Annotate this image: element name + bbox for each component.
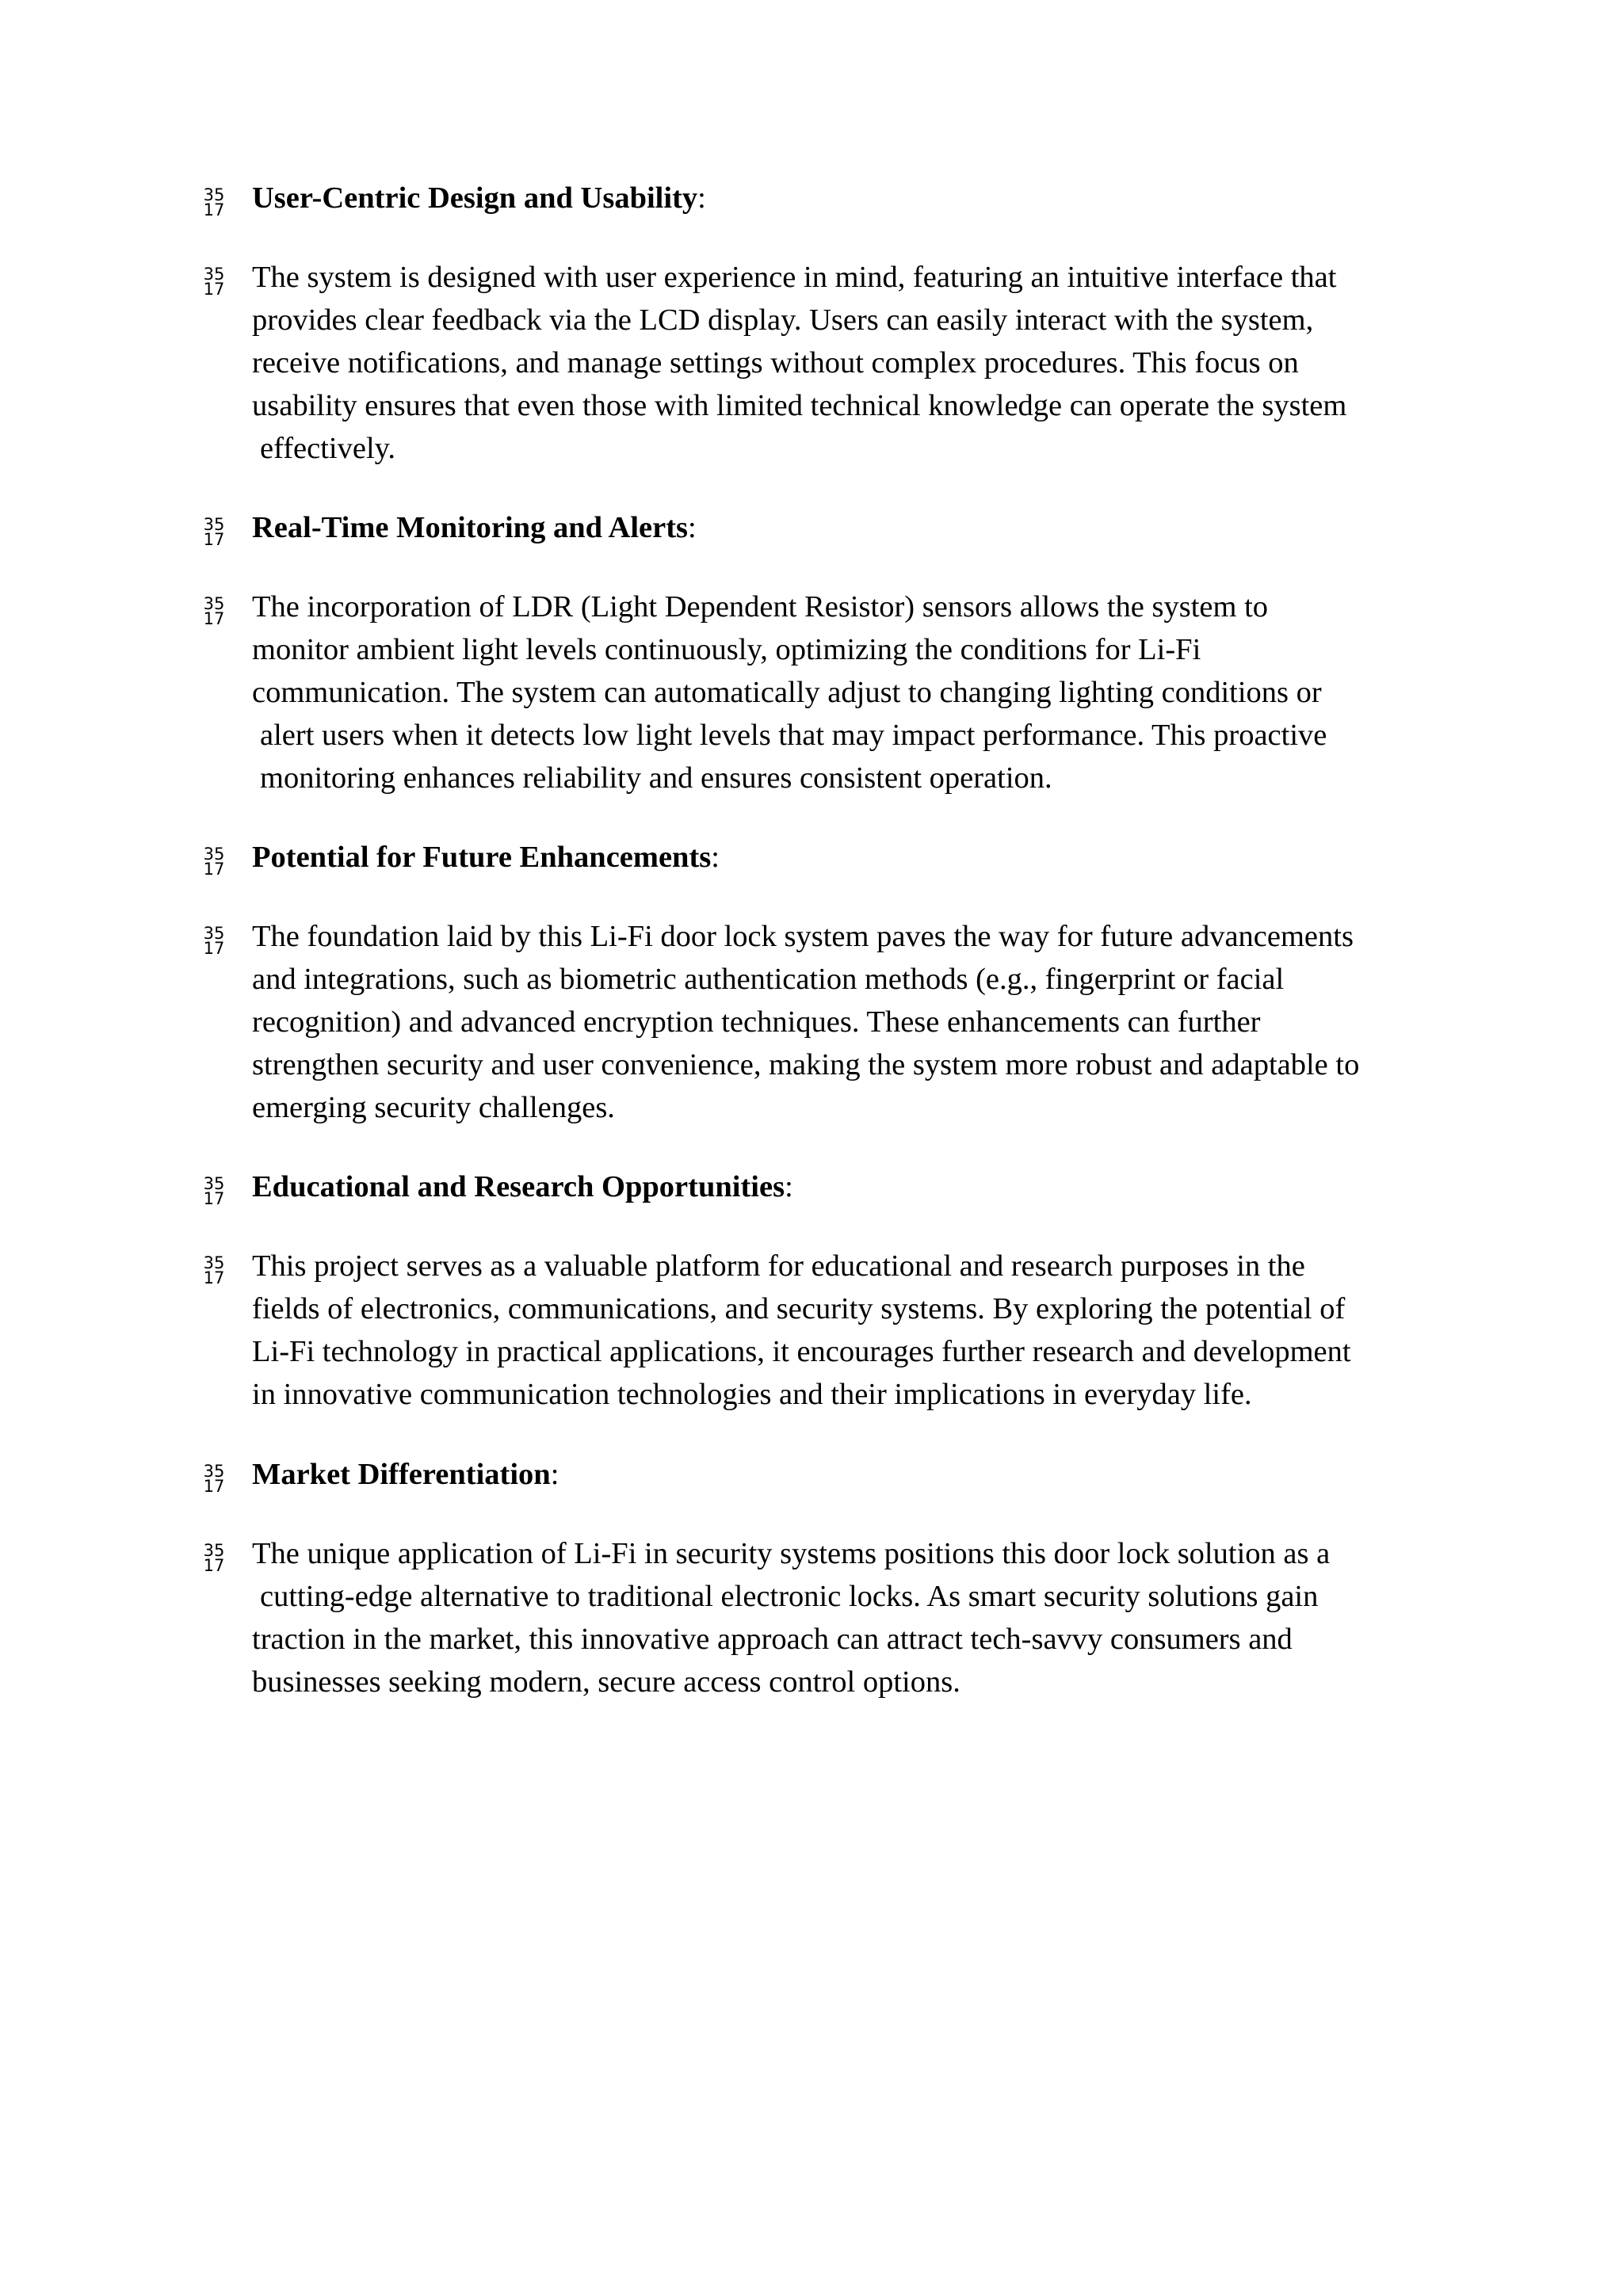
bullet-marker: 35 17 — [203, 1541, 225, 1575]
paragraph-line: fields of electronics, communications, and security systems. By exploring the potential of — [252, 1292, 1346, 1325]
section-heading-user-centric: 35 17 User-Centric Design and Usability: — [200, 188, 1452, 235]
paragraph — [252, 1245, 1488, 1416]
paragraph-line: The foundation laid by this Li-Fi door lock system paves the way for future advancements — [252, 920, 1354, 953]
heading-text: Market Differentiation — [252, 1458, 551, 1491]
bullet-marker: 35 17 — [203, 1253, 225, 1287]
paragraph-line: businesses seeking modern, secure access control options. — [252, 1665, 960, 1699]
paragraph-line: recognition) and advanced encryption techniques. These enhancements can further — [252, 1005, 1261, 1039]
paragraph — [252, 915, 1488, 1129]
section-heading-real-time: 35 17 Real-Time Monitoring and Alerts: — [200, 517, 1452, 565]
paragraph-line: Li-Fi technology in practical applications, it encourages further research and development — [252, 1335, 1351, 1368]
bullet-marker: 35 17 — [203, 924, 225, 958]
bullet-marker: 35 17 — [203, 1462, 225, 1496]
paragraph-line: strengthen security and user convenience, making the system more robust and adaptable to — [252, 1048, 1360, 1081]
section-body-educational — [200, 1249, 1452, 1438]
section-heading-educational: 35 17 Educational and Research Opportunities: — [200, 1177, 1452, 1224]
heading-text: Potential for Future Enhancements — [252, 841, 712, 874]
heading-text: User-Centric Design and Usability — [252, 181, 698, 215]
paragraph-line: monitor ambient light levels continuously, optimizing the conditions for Li-Fi — [252, 633, 1201, 666]
section-heading-market: 35 17 Market Differentiation: — [200, 1464, 1452, 1512]
section-body-real-time — [200, 590, 1452, 818]
bullet-marker: 35 17 — [203, 185, 225, 219]
paragraph-line: The incorporation of LDR (Light Dependent Resistor) sensors allows the system to — [252, 590, 1269, 624]
bullet-marker: 35 17 — [203, 515, 225, 549]
paragraph — [252, 1532, 1488, 1703]
paragraph-line: effectively. — [260, 432, 396, 465]
heading-text: Educational and Research Opportunities — [252, 1170, 785, 1203]
section-heading-future: 35 17 Potential for Future Enhancements: — [200, 847, 1452, 894]
section-body-future — [200, 920, 1452, 1148]
paragraph-line: The unique application of Li-Fi in security systems positions this door lock solution as a — [252, 1537, 1331, 1570]
paragraph-line: cutting-edge alternative to traditional electronic locks. As smart security solutions gain — [260, 1580, 1319, 1613]
paragraph-line: provides clear feedback via the LCD display. Users can easily interact with the system, — [252, 303, 1314, 337]
paragraph-line: receive notifications, and manage settings without complex procedures. This focus on — [252, 346, 1299, 379]
paragraph — [252, 585, 1488, 799]
paragraph-line: The system is designed with user experience in mind, featuring an intuitive interface that — [252, 261, 1337, 294]
paragraph-line: alert users when it detects low light levels that may impact performance. This proactive — [260, 719, 1327, 752]
paragraph-line: emerging security challenges. — [252, 1091, 615, 1124]
paragraph — [252, 256, 1488, 470]
section-body-user-centric — [200, 261, 1452, 489]
paragraph-line: usability ensures that even those with limited technical knowledge can operate the system — [252, 389, 1347, 422]
bullet-marker: 35 17 — [203, 594, 225, 628]
bullet-marker: 35 17 — [203, 1174, 225, 1208]
bullet-marker: 35 17 — [203, 845, 225, 879]
paragraph-line: monitoring enhances reliability and ensures consistent operation. — [260, 761, 1052, 795]
paragraph-line: This project serves as a valuable platform for educational and research purposes in the — [252, 1249, 1305, 1283]
heading-text: Real-Time Monitoring and Alerts — [252, 511, 689, 544]
section-body-market — [200, 1537, 1452, 1726]
paragraph-line: traction in the market, this innovative approach can attract tech-savvy consumers and — [252, 1623, 1293, 1656]
paragraph-line: and integrations, such as biometric authentication methods (e.g., fingerprint or facial — [252, 963, 1285, 996]
paragraph-line: communication. The system can automatically adjust to changing lighting conditions or — [252, 676, 1322, 709]
paragraph-line: in innovative communication technologies and their implications in everyday life. — [252, 1378, 1252, 1411]
bullet-marker: 35 17 — [203, 265, 225, 299]
